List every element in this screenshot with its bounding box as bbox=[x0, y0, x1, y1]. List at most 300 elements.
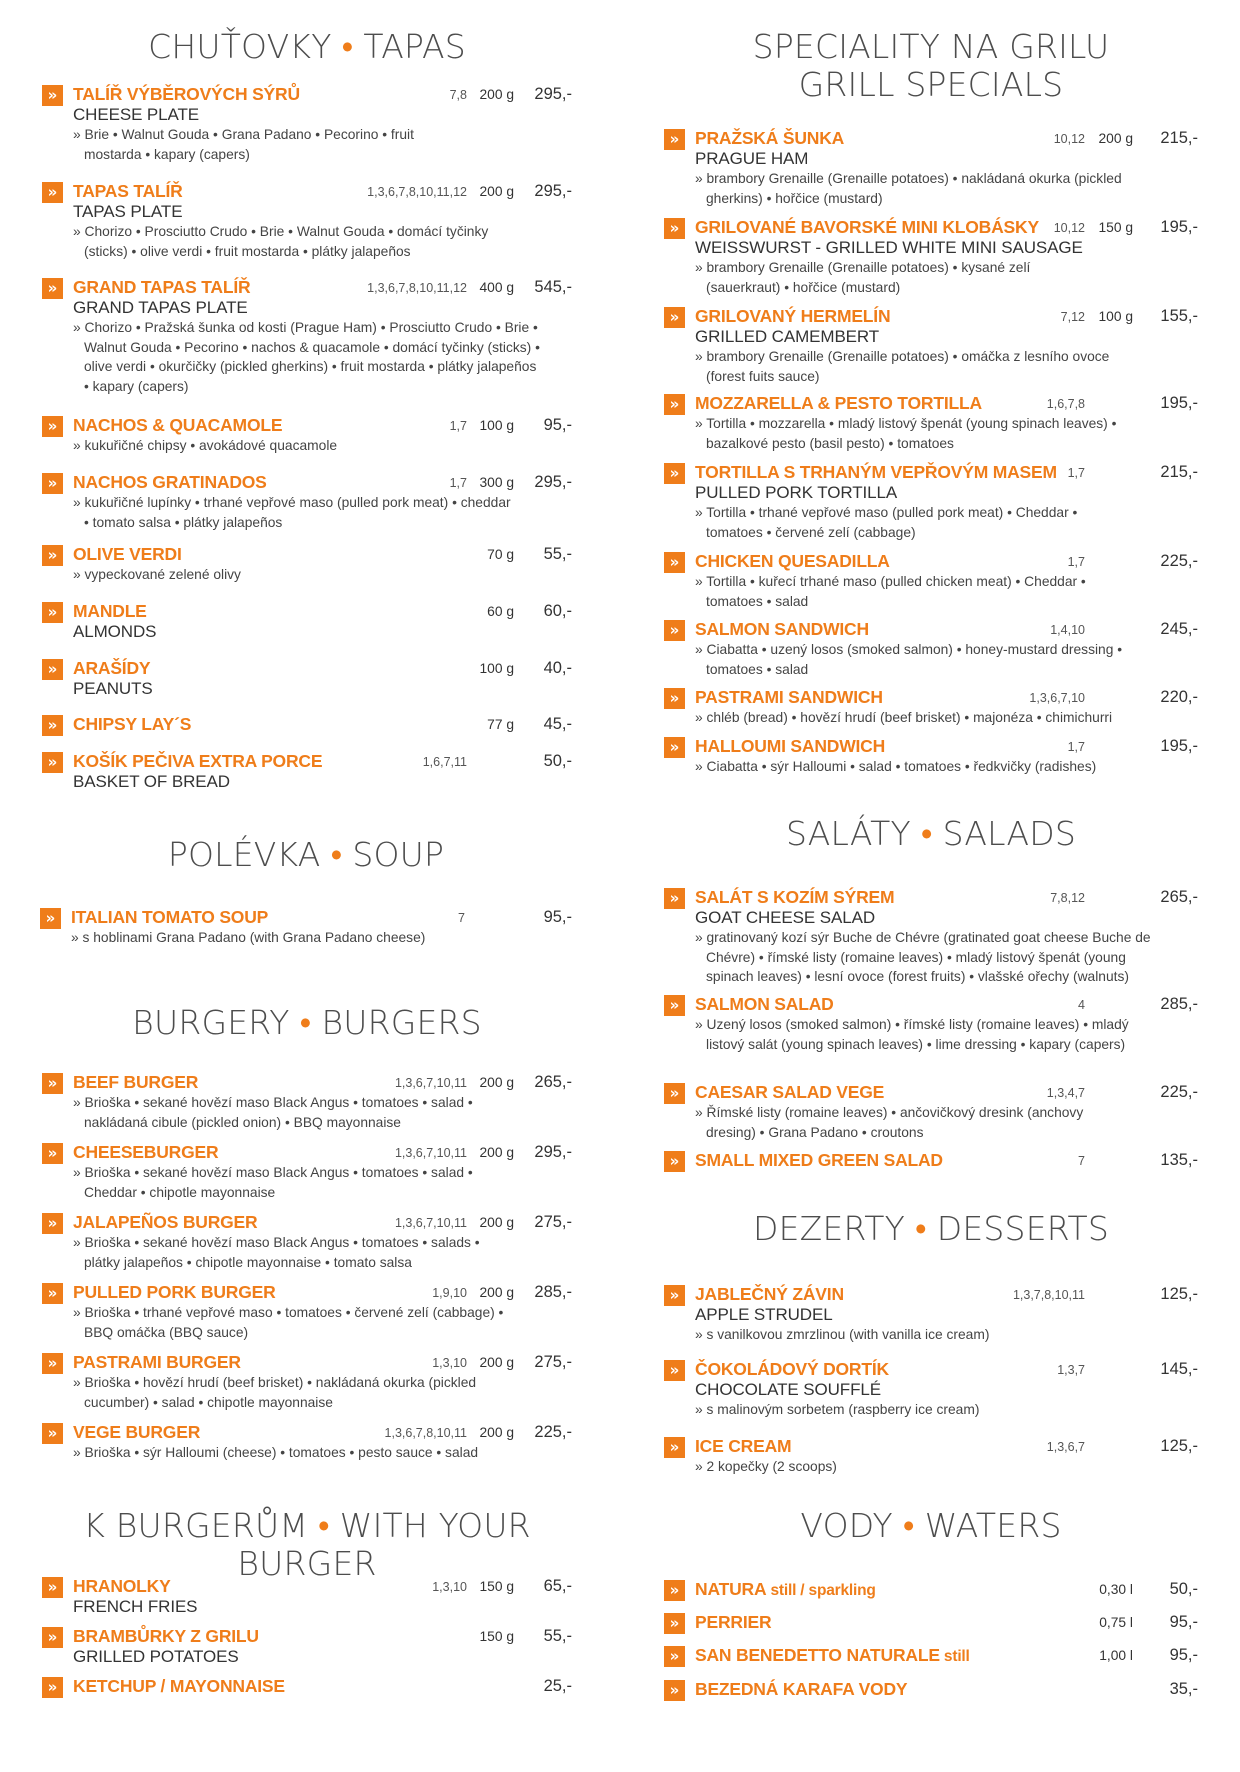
item-name bbox=[73, 1675, 572, 1697]
chevron-icon: » bbox=[664, 1680, 685, 1701]
item-name-text: NACHOS GRATINADOS bbox=[73, 472, 267, 492]
item-description: » Brioška • trhané vepřové maso • tomatoes • červené zelí (cabbage) • BBQ omáčka (BBQ sauce) bbox=[73, 1305, 504, 1340]
item-name-text: PERRIER bbox=[695, 1612, 772, 1632]
item-name-text: KOŠÍK PEČIVA EXTRA PORCE bbox=[73, 751, 323, 771]
item-name-text: PASTRAMI BURGER bbox=[73, 1352, 241, 1372]
chevron-icon: » bbox=[42, 1677, 63, 1698]
title-separator: • bbox=[914, 1209, 927, 1248]
item-weight: 0,75 l bbox=[1099, 1615, 1133, 1630]
menu-item bbox=[664, 1611, 1198, 1633]
item-weight: 0,30 l bbox=[1099, 1582, 1133, 1597]
item-name-text: HALLOUMI SANDWICH bbox=[695, 736, 886, 756]
item-allergens: 10,12 bbox=[1053, 132, 1085, 146]
item-allergens: 7 bbox=[1078, 1154, 1085, 1168]
section-title-text: WITH YOUR BURGER bbox=[237, 1506, 531, 1583]
menu-section-waters bbox=[664, 1506, 1198, 1699]
chevron-icon: » bbox=[664, 394, 685, 415]
item-description: » gratinovaný kozí sýr Buche de Chévre (gratinated goat cheese Buche de Chévre) • římské listy (romaine leaves) • mladý listový špenát (young spinach leaves) • lesní ovoce (forest fruits) • vlašské ořechy (walnuts) bbox=[695, 930, 1151, 984]
menu-item bbox=[42, 1211, 572, 1272]
menu-item bbox=[42, 1281, 572, 1342]
item-allergens: 7,8,12 bbox=[1050, 891, 1085, 905]
section-title-text: WATERS bbox=[924, 1506, 1062, 1545]
item-weight: 200 g bbox=[479, 1145, 514, 1160]
item-description: » kukuřičné lupínky • trhané vepřové maso (pulled pork meat) • cheddar • tomato salsa • plátky jalapeños bbox=[73, 495, 511, 530]
item-name bbox=[695, 1435, 1198, 1457]
item-weight: 100 g bbox=[479, 418, 514, 433]
chevron-icon: » bbox=[42, 602, 63, 623]
item-allergens: 1,3,6,7,8,10,11 bbox=[384, 1426, 467, 1440]
item-subtitle: PEANUTS bbox=[73, 679, 153, 698]
item-description: » s malinovým sorbetem (raspberry ice cream) bbox=[695, 1402, 980, 1417]
chevron-icon: » bbox=[42, 1213, 63, 1234]
section-title bbox=[664, 1507, 1198, 1545]
chevron-icon: » bbox=[664, 737, 685, 758]
menu-item bbox=[42, 276, 572, 396]
item-allergens: 4 bbox=[1078, 998, 1085, 1012]
chevron-icon: » bbox=[42, 545, 63, 566]
item-description: » chléb (bread) • hovězí hrudí (beef brisket) • majonéza • chimichurri bbox=[695, 710, 1113, 725]
section-title-text: DEZERTY bbox=[753, 1209, 905, 1248]
menu-section-tapas bbox=[42, 27, 572, 791]
item-price: 225,- bbox=[1160, 552, 1198, 570]
item-name-text: GRILOVANÝ HERMELÍN bbox=[695, 306, 891, 326]
menu-item bbox=[664, 1435, 1198, 1477]
item-description: » Římské listy (romaine leaves) • ančovičkový dresink (anchovy dresing) • Grana Padano • croutons bbox=[695, 1105, 1084, 1140]
item-description: » Tortilla • trhané vepřové maso (pulled pork meat) • Cheddar • tomatoes • červené zelí (cabbage) bbox=[695, 505, 1078, 540]
menu-item bbox=[664, 886, 1198, 987]
item-subtitle: BASKET OF BREAD bbox=[73, 772, 230, 791]
item-weight: 200 g bbox=[479, 184, 514, 199]
menu-item bbox=[42, 1141, 572, 1202]
item-name bbox=[695, 461, 1198, 483]
section-title-text: TAPAS bbox=[363, 27, 466, 66]
item-subtitle: TAPAS PLATE bbox=[73, 202, 183, 221]
item-weight: 1,00 l bbox=[1099, 1648, 1133, 1663]
item-name-text: SALÁT S KOZÍM SÝREM bbox=[695, 887, 895, 907]
section-title-line bbox=[664, 1210, 1198, 1248]
item-allergens: 1,7 bbox=[1067, 555, 1085, 569]
item-name-suffix: still bbox=[939, 1648, 970, 1665]
item-description: » Brioška • sekané hovězí maso Black Angus • tomatoes • salad • nakládaná cibule (pickled onion) • BBQ mayonnaise bbox=[73, 1095, 473, 1130]
item-description: » Chorizo • Pražská šunka od kosti (Prague Ham) • Prosciutto Crudo • Brie • Walnut Gouda • Pecorino • nachos & quacamole • domácí tyčinky (sticks) • olive verdi • okurčičky (pickled gherkins) • fruit mostarda • plátky jalapeños • kapary (capers) bbox=[73, 320, 540, 394]
chevron-icon: » bbox=[42, 85, 63, 106]
item-name-text: SALMON SANDWICH bbox=[695, 619, 869, 639]
item-description: » s hoblinami Grana Padano (with Grana Padano cheese) bbox=[71, 930, 426, 945]
menu-item bbox=[42, 1675, 572, 1697]
chevron-icon: » bbox=[664, 888, 685, 909]
item-description: » Brie • Walnut Gouda • Grana Padano • Pecorino • fruit mostarda • kapary (capers) bbox=[73, 127, 414, 162]
section-title-text: SALADS bbox=[942, 814, 1076, 853]
chevron-icon: » bbox=[42, 1627, 63, 1648]
item-name bbox=[695, 550, 1198, 572]
menu-section-desserts bbox=[664, 1209, 1198, 1474]
item-name bbox=[695, 1081, 1198, 1103]
item-name bbox=[695, 735, 1198, 757]
section-title bbox=[42, 1004, 572, 1042]
item-price: 95,- bbox=[1169, 1646, 1198, 1664]
menu-section-with-burger bbox=[42, 1506, 572, 1696]
section-title bbox=[664, 1210, 1198, 1248]
chevron-icon: » bbox=[42, 1353, 63, 1374]
item-price: 95,- bbox=[543, 416, 572, 434]
menu-item bbox=[664, 618, 1198, 679]
item-name-text: ARAŠÍDY bbox=[73, 658, 151, 678]
item-weight: 200 g bbox=[479, 1425, 514, 1440]
item-price: 225,- bbox=[534, 1423, 572, 1441]
item-description: » brambory Grenaille (Grenaille potatoes) • nakládaná okurka (pickled gherkins) • hořčice (mustard) bbox=[695, 171, 1122, 206]
item-description: » Brioška • sekané hovězí maso Black Angus • tomatoes • salads • plátky jalapeños • chipotle mayonnaise • tomato salsa bbox=[73, 1235, 480, 1270]
chevron-icon: » bbox=[42, 1073, 63, 1094]
item-price: 285,- bbox=[1160, 995, 1198, 1013]
item-price: 225,- bbox=[1160, 1083, 1198, 1101]
item-price: 265,- bbox=[1160, 888, 1198, 906]
menu-item bbox=[664, 1149, 1198, 1171]
item-price: 125,- bbox=[1160, 1285, 1198, 1303]
item-allergens: 1,7 bbox=[1067, 466, 1085, 480]
item-description: » Tortilla • mozzarella • mladý listový špenát (young spinach leaves) • bazalkové pesto (basil pesto) • tomatoes bbox=[695, 416, 1117, 451]
item-price: 195,- bbox=[1160, 218, 1198, 236]
chevron-icon: » bbox=[664, 1285, 685, 1306]
item-price: 295,- bbox=[534, 182, 572, 200]
chevron-icon: » bbox=[664, 307, 685, 328]
item-description: » kukuřičné chipsy • avokádové quacamole bbox=[73, 438, 338, 453]
item-subtitle: WEISSWURST - GRILLED WHITE MINI SAUSAGE bbox=[695, 238, 1083, 257]
item-allergens: 7 bbox=[458, 911, 465, 925]
section-title-text: SOUP bbox=[352, 835, 445, 874]
item-allergens: 1,7 bbox=[449, 419, 467, 433]
item-name bbox=[695, 686, 1198, 708]
menu-item bbox=[42, 713, 572, 735]
menu-section-salads bbox=[664, 814, 1198, 1170]
title-separator: • bbox=[330, 835, 343, 874]
section-title-line bbox=[664, 28, 1198, 66]
item-description: » Chorizo • Prosciutto Crudo • Brie • Walnut Gouda • domácí tyčinky (sticks) • olive verdi • fruit mostarda • plátky jalapeños bbox=[73, 224, 489, 259]
section-title bbox=[42, 1507, 572, 1583]
menu-item bbox=[42, 1625, 572, 1667]
section-title-text: POLÉVKA bbox=[167, 835, 321, 874]
item-description: » Brioška • hovězí hrudí (beef brisket) • nakládaná okurka (pickled cucumber) • salad • chipotle mayonnaise bbox=[73, 1375, 477, 1410]
item-subtitle: FRENCH FRIES bbox=[73, 1597, 198, 1616]
chevron-icon: » bbox=[664, 1580, 685, 1601]
item-name bbox=[695, 993, 1198, 1015]
item-name-text: TAPAS TALÍŘ bbox=[73, 181, 183, 201]
item-price: 45,- bbox=[543, 715, 572, 733]
section-title-line bbox=[42, 28, 572, 66]
item-name-text: JALAPEÑOS BURGER bbox=[73, 1212, 258, 1232]
item-subtitle: GRILLED CAMEMBERT bbox=[695, 327, 880, 346]
item-name-text: SALMON SALAD bbox=[695, 994, 834, 1014]
chevron-icon: » bbox=[664, 1360, 685, 1381]
item-name-text: CHIPSY LAY´S bbox=[73, 714, 192, 734]
menu-item bbox=[664, 305, 1198, 386]
item-allergens: 7,8 bbox=[449, 88, 467, 102]
item-weight: 150 g bbox=[479, 1629, 514, 1644]
item-description: » Ciabatta • sýr Halloumi • salad • tomatoes • ředkvičky (radishes) bbox=[695, 759, 1097, 774]
item-subtitle: GOAT CHEESE SALAD bbox=[695, 908, 876, 927]
chevron-icon: » bbox=[42, 1143, 63, 1164]
menu-item bbox=[42, 1071, 572, 1132]
item-allergens: 1,7 bbox=[449, 476, 467, 490]
menu-item bbox=[664, 127, 1198, 208]
menu-item bbox=[42, 657, 572, 699]
menu-item bbox=[664, 1644, 1198, 1668]
item-description: » s vanilkovou zmrzlinou (with vanilla ice cream) bbox=[695, 1327, 990, 1342]
chevron-icon: » bbox=[40, 908, 61, 929]
item-name-text: SMALL MIXED GREEN SALAD bbox=[695, 1150, 943, 1170]
item-subtitle: GRILLED POTATOES bbox=[73, 1647, 239, 1666]
section-title bbox=[664, 28, 1198, 104]
item-name bbox=[695, 392, 1198, 414]
item-price: 145,- bbox=[1160, 1360, 1198, 1378]
chevron-icon: » bbox=[42, 752, 63, 773]
menu-item bbox=[42, 414, 572, 456]
item-price: 195,- bbox=[1160, 394, 1198, 412]
item-subtitle: APPLE STRUDEL bbox=[695, 1305, 833, 1324]
item-description: » 2 kopečky (2 scoops) bbox=[695, 1459, 837, 1474]
chevron-icon: » bbox=[42, 1577, 63, 1598]
item-allergens: 1,3,6,7,10,11 bbox=[394, 1076, 467, 1090]
item-name-text: ČOKOLÁDOVÝ DORTÍK bbox=[695, 1359, 889, 1379]
item-name bbox=[73, 750, 572, 772]
item-name bbox=[695, 1358, 1198, 1380]
item-name-text: TALÍŘ VÝBĚROVÝCH SÝRŮ bbox=[73, 84, 300, 104]
item-allergens: 1,6,7,11 bbox=[422, 755, 467, 769]
item-allergens: 1,3,10 bbox=[432, 1356, 467, 1370]
item-price: 25,- bbox=[543, 1677, 572, 1695]
menu-item bbox=[664, 216, 1198, 297]
chevron-icon: » bbox=[42, 473, 63, 494]
item-price: 245,- bbox=[1160, 620, 1198, 638]
item-name-text: CHEESEBURGER bbox=[73, 1142, 219, 1162]
item-price: 195,- bbox=[1160, 737, 1198, 755]
item-weight: 70 g bbox=[487, 547, 514, 562]
section-title-line bbox=[40, 836, 572, 874]
menu-item bbox=[664, 1081, 1198, 1142]
menu-item bbox=[42, 543, 572, 585]
chevron-icon: » bbox=[664, 620, 685, 641]
item-name-text: PULLED PORK BURGER bbox=[73, 1282, 276, 1302]
item-weight: 200 g bbox=[479, 1215, 514, 1230]
item-allergens: 1,3,7,8,10,11 bbox=[1012, 1288, 1085, 1302]
item-name-text: VEGE BURGER bbox=[73, 1422, 201, 1442]
section-title-text: CHUŤOVKY bbox=[148, 27, 332, 66]
item-name bbox=[695, 1283, 1198, 1305]
item-price: 275,- bbox=[534, 1353, 572, 1371]
item-name-text: PRAŽSKÁ ŠUNKA bbox=[695, 128, 845, 148]
item-weight: 200 g bbox=[479, 1355, 514, 1370]
item-subtitle: ALMONDS bbox=[73, 622, 157, 641]
item-price: 50,- bbox=[543, 752, 572, 770]
section-title-line bbox=[664, 66, 1198, 104]
item-name-text: PASTRAMI SANDWICH bbox=[695, 687, 883, 707]
item-name-text: CHICKEN QUESADILLA bbox=[695, 551, 890, 571]
menu-section-burgers bbox=[42, 1003, 572, 1460]
chevron-icon: » bbox=[664, 1151, 685, 1172]
item-name-text: BEEF BURGER bbox=[73, 1072, 199, 1092]
menu-item bbox=[40, 906, 572, 948]
menu-item bbox=[664, 392, 1198, 453]
item-allergens: 1,3,6,7 bbox=[1046, 1440, 1085, 1454]
chevron-icon: » bbox=[42, 715, 63, 736]
item-weight: 77 g bbox=[487, 717, 514, 732]
item-name-text: GRILOVANÉ BAVORSKÉ MINI KLOBÁSKY bbox=[695, 217, 1039, 237]
section-title bbox=[40, 836, 572, 874]
item-subtitle: CHOCOLATE SOUFFLÉ bbox=[695, 1380, 881, 1399]
item-allergens: 1,3,6,7,8,10,11,12 bbox=[367, 185, 467, 199]
item-weight: 400 g bbox=[479, 280, 514, 295]
item-name-text: TORTILLA S TRHANÝM VEPŘOVÝM MASEM bbox=[695, 462, 1057, 482]
item-name-text: NATURA bbox=[695, 1579, 767, 1599]
menu-item bbox=[664, 1283, 1198, 1345]
item-price: 125,- bbox=[1160, 1437, 1198, 1455]
item-name-text: CAESAR SALAD VEGE bbox=[695, 1082, 885, 1102]
menu-item bbox=[42, 1421, 572, 1463]
chevron-icon: » bbox=[42, 1423, 63, 1444]
item-description: » vypeckované zelené olivy bbox=[73, 567, 241, 582]
chevron-icon: » bbox=[664, 129, 685, 150]
item-name-text: MOZZARELLA & PESTO TORTILLA bbox=[695, 393, 982, 413]
item-name-text: GRAND TAPAS TALÍŘ bbox=[73, 277, 251, 297]
item-name-text: BRAMBŮRKY Z GRILU bbox=[73, 1626, 259, 1646]
item-price: 65,- bbox=[543, 1577, 572, 1595]
menu-item bbox=[42, 471, 572, 532]
chevron-icon: » bbox=[664, 1646, 685, 1667]
chevron-icon: » bbox=[42, 659, 63, 680]
item-name-text: BEZEDNÁ KARAFA VODY bbox=[695, 1679, 908, 1699]
item-name-suffix: still / sparkling bbox=[766, 1582, 876, 1599]
item-subtitle: CHEESE PLATE bbox=[73, 105, 200, 124]
menu-item bbox=[664, 686, 1198, 728]
item-subtitle: PRAGUE HAM bbox=[695, 149, 809, 168]
item-name-text: MANDLE bbox=[73, 601, 147, 621]
item-subtitle: GRAND TAPAS PLATE bbox=[73, 298, 248, 317]
item-subtitle: PULLED PORK TORTILLA bbox=[695, 483, 898, 502]
item-weight: 200 g bbox=[479, 1075, 514, 1090]
title-separator: • bbox=[920, 814, 933, 853]
item-name-text: SAN BENEDETTO NATURALE bbox=[695, 1645, 940, 1665]
section-title-text: BURGERY bbox=[132, 1003, 290, 1042]
section-title-line bbox=[42, 1507, 572, 1583]
item-description: » Tortilla • kuřecí trhané maso (pulled chicken meat) • Cheddar • tomatoes • salad bbox=[695, 574, 1086, 609]
item-price: 545,- bbox=[534, 278, 572, 296]
item-price: 275,- bbox=[534, 1213, 572, 1231]
item-allergens: 1,3,7 bbox=[1057, 1363, 1085, 1377]
chevron-icon: » bbox=[664, 688, 685, 709]
item-allergens: 1,3,6,7,8,10,11,12 bbox=[367, 281, 467, 295]
menu-item bbox=[664, 550, 1198, 611]
title-separator: • bbox=[299, 1003, 312, 1042]
menu-section-soup bbox=[40, 835, 572, 945]
item-weight: 100 g bbox=[479, 661, 514, 676]
title-separator: • bbox=[318, 1506, 330, 1545]
item-allergens: 1,3,10 bbox=[432, 1580, 467, 1594]
item-price: 95,- bbox=[1169, 1613, 1198, 1631]
item-weight: 300 g bbox=[479, 475, 514, 490]
item-price: 155,- bbox=[1160, 307, 1198, 325]
chevron-icon: » bbox=[42, 1283, 63, 1304]
item-price: 265,- bbox=[534, 1073, 572, 1091]
item-weight: 200 g bbox=[1098, 131, 1133, 146]
item-name-text: ICE CREAM bbox=[695, 1436, 792, 1456]
item-price: 55,- bbox=[543, 545, 572, 563]
section-title-text: VODY bbox=[800, 1506, 893, 1545]
menu-item bbox=[664, 1578, 1198, 1602]
chevron-icon: » bbox=[42, 416, 63, 437]
item-name bbox=[695, 1149, 1198, 1171]
chevron-icon: » bbox=[664, 218, 685, 239]
chevron-icon: » bbox=[42, 278, 63, 299]
chevron-icon: » bbox=[664, 995, 685, 1016]
menu-item bbox=[42, 600, 572, 642]
item-name-text: HRANOLKY bbox=[73, 1576, 171, 1596]
section-title-text: SPECIALITY NA GRILU bbox=[752, 27, 1110, 66]
section-title-text: SALÁTY bbox=[786, 814, 911, 853]
title-separator: • bbox=[341, 27, 354, 66]
item-price: 295,- bbox=[534, 1143, 572, 1161]
chevron-icon: » bbox=[664, 552, 685, 573]
section-title-line bbox=[664, 1507, 1198, 1545]
item-price: 295,- bbox=[534, 85, 572, 103]
menu-section-grill bbox=[664, 27, 1198, 774]
menu-item bbox=[664, 1358, 1198, 1420]
section-title-line bbox=[42, 1004, 572, 1042]
item-weight: 100 g bbox=[1098, 309, 1133, 324]
item-price: 35,- bbox=[1169, 1680, 1198, 1698]
item-allergens: 1,6,7,8 bbox=[1046, 397, 1085, 411]
menu-item bbox=[664, 1678, 1198, 1700]
chevron-icon: » bbox=[664, 463, 685, 484]
menu-item bbox=[664, 735, 1198, 777]
item-price: 50,- bbox=[1169, 1580, 1198, 1598]
menu-item bbox=[664, 461, 1198, 542]
item-name bbox=[695, 1678, 1198, 1700]
item-name-text: NACHOS & QUACAMOLE bbox=[73, 415, 283, 435]
section-title bbox=[664, 815, 1198, 853]
menu-item bbox=[42, 180, 572, 261]
menu-item bbox=[42, 1575, 572, 1617]
menu-item bbox=[42, 750, 572, 792]
section-title bbox=[42, 28, 572, 66]
item-weight: 60 g bbox=[487, 604, 514, 619]
item-name-text: JABLEČNÝ ZÁVIN bbox=[695, 1284, 844, 1304]
item-weight: 150 g bbox=[479, 1579, 514, 1594]
item-allergens: 1,3,6,7,10,11 bbox=[394, 1146, 467, 1160]
item-price: 55,- bbox=[543, 1627, 572, 1645]
item-name bbox=[71, 906, 572, 928]
item-description: » Brioška • sýr Halloumi (cheese) • tomatoes • pesto sauce • salad bbox=[73, 1445, 479, 1460]
chevron-icon: » bbox=[664, 1613, 685, 1634]
item-allergens: 1,9,10 bbox=[432, 1286, 467, 1300]
item-allergens: 1,3,6,7,10,11 bbox=[394, 1216, 467, 1230]
item-name-text: OLIVE VERDI bbox=[73, 544, 182, 564]
item-name-text: ITALIAN TOMATO SOUP bbox=[71, 907, 269, 927]
item-price: 215,- bbox=[1160, 129, 1198, 147]
item-description: » Uzený losos (smoked salmon) • římské listy (romaine leaves) • mladý listový salát (young spinach leaves) • lime dressing • kapary (capers) bbox=[695, 1017, 1129, 1052]
item-name bbox=[695, 618, 1198, 640]
item-price: 215,- bbox=[1160, 463, 1198, 481]
item-allergens: 1,7 bbox=[1067, 740, 1085, 754]
title-separator: • bbox=[902, 1506, 915, 1545]
item-allergens: 1,4,10 bbox=[1050, 623, 1085, 637]
section-title-text: DESSERTS bbox=[936, 1209, 1109, 1248]
item-price: 40,- bbox=[543, 659, 572, 677]
menu-item bbox=[664, 993, 1198, 1054]
item-description: » Ciabatta • uzený losos (smoked salmon) • honey-mustard dressing • tomatoes • salad bbox=[695, 642, 1123, 677]
item-price: 285,- bbox=[534, 1283, 572, 1301]
menu-item bbox=[42, 83, 572, 164]
item-price: 220,- bbox=[1160, 688, 1198, 706]
item-weight: 200 g bbox=[479, 87, 514, 102]
